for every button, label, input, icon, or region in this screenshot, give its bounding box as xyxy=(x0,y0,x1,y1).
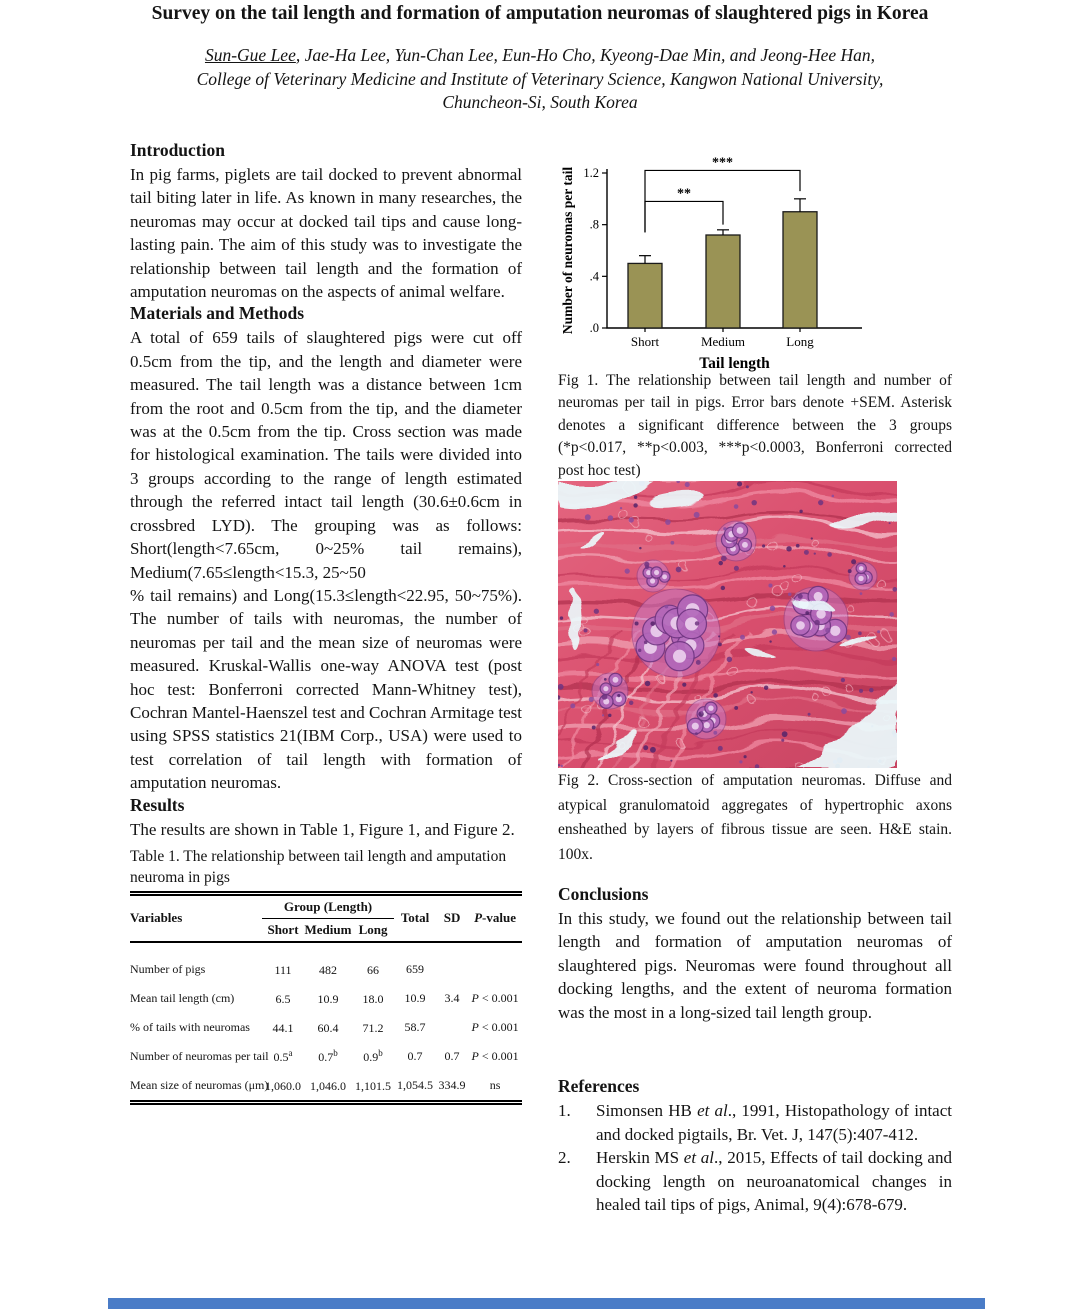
reference-item xyxy=(558,1099,952,1146)
right-column xyxy=(558,140,952,1309)
table-row xyxy=(130,1071,522,1103)
cell: 1,054.5 xyxy=(397,1077,434,1092)
col-pvalue xyxy=(468,893,522,942)
conclusions-text: In this study, we found out the relationship between tail length and formation of amputation neuromas of slaughtered pigs. Neuromas were found throughout all docking lengths, and the extent of neuroma formation was the most in a long-sized tail length group. xyxy=(558,909,952,1022)
table-1-header xyxy=(130,893,522,942)
figure-1-bar-chart xyxy=(558,140,952,377)
cell: 44.1 xyxy=(272,1020,294,1035)
introduction-heading: Introduction xyxy=(130,140,225,160)
materials-text-part2: % tail remains) and Long(15.3≤length<22.95, 50~75%). The number of tails with neuromas, the number of neuromas per tail and the mean size of neuromas were measured. Kruskal-Wallis one-way ANOVA test (post hoc test: Bonferroni corrected Mann-Whitney test), Cochran Mantel-Haenszel test and Cochran Armitage test using SPSS statistics 21(IBM Corp., USA) were used to test correlation of tail length with formation of amputation neuromas. xyxy=(130,585,522,793)
cell: 482 xyxy=(319,962,337,977)
page-title: Survey on the tail length and formation of amputation neuromas of slaughtered pigs in Korea xyxy=(151,3,929,24)
svg-text:Medium: Medium xyxy=(700,334,746,349)
cell: 18.0 xyxy=(362,991,384,1006)
svg-text:Long: Long xyxy=(786,334,814,349)
cell: 111 xyxy=(274,962,292,977)
cell: 71.2 xyxy=(362,1020,384,1035)
cell: 659 xyxy=(406,961,425,976)
row-label: Mean size of neuromas (μm) xyxy=(130,1077,269,1092)
references-section xyxy=(558,1076,952,1217)
figure-2-caption: Fig 2. Cross-section of amputation neuromas. Diffuse and atypical granulomatoid aggregates of hypertrophic axons ensheathed by layers of fibrous tissue are seen. H&E stain. 100x. xyxy=(558,772,952,863)
cell: 1,046.0 xyxy=(310,1078,346,1093)
svg-text:.4: .4 xyxy=(589,269,599,284)
cell: 3.4 xyxy=(444,990,460,1005)
conclusions-section xyxy=(558,884,952,1024)
results-text: The results are shown in Table 1, Figure 1, and Figure 2. xyxy=(130,819,515,839)
svg-text:1.2: 1.2 xyxy=(583,166,599,180)
cell xyxy=(436,942,468,984)
figure-1-caption: Fig 1. The relationship between tail length and number of neuromas per tail in pigs. Error bars denote +SEM. Asterisk denotes a significant difference between the 3 groups (*p<0.017, **p<0.003, ***p<0.0003, Bonferroni corrected post hoc test) xyxy=(558,372,952,479)
svg-text:***: *** xyxy=(712,155,733,171)
cell: 0.7 xyxy=(444,1048,460,1063)
cell: P < 0.001 xyxy=(471,1019,519,1034)
col-medium: Medium xyxy=(304,918,352,942)
cell: 58.7 xyxy=(404,1019,426,1034)
materials-text xyxy=(130,326,522,794)
affiliation-line-2: Chuncheon-Si, South Korea xyxy=(442,92,638,112)
histology-image-svg xyxy=(558,481,897,768)
svg-text:Tail length: Tail length xyxy=(699,355,770,372)
cell: 66 xyxy=(367,962,380,977)
table-row xyxy=(130,1042,522,1071)
cell: 10.9 xyxy=(317,991,339,1006)
col-long: Long xyxy=(352,918,394,942)
reference-number: 1. xyxy=(558,1101,571,1120)
figure-2-histology-image xyxy=(558,481,897,768)
table1-caption: Table 1. The relationship between tail length and amputation neuroma in pigs xyxy=(130,847,507,887)
row-label: % of tails with neuromas xyxy=(130,1019,250,1034)
cell: 334.9 xyxy=(438,1077,466,1092)
authors-block xyxy=(0,44,1080,115)
reference-item xyxy=(558,1146,952,1217)
reference-text: Simonsen HB et al., 1991, Histopathology of intact and docked pigtails, Br. Vet. J, 147(5):407-412. xyxy=(596,1101,952,1144)
table-row xyxy=(130,1013,522,1042)
col-group-length: Group (Length) xyxy=(262,893,394,918)
cell: 1,060.0 xyxy=(265,1078,301,1093)
row-label: Number of neuromas per tail xyxy=(130,1048,269,1063)
cell: P < 0.001 xyxy=(471,1048,519,1063)
col-total: Total xyxy=(394,893,436,942)
reference-text: Herskin MS et al., 2015, Effects of tail docking and docking length on neuroanatomical changes in healed tail tips of pigs, Animal, 9(4):678-679. xyxy=(596,1148,952,1214)
pvalue-p: P xyxy=(474,910,483,926)
cell: 6.5 xyxy=(275,991,291,1006)
author-line xyxy=(0,44,1080,68)
col-short: Short xyxy=(262,918,304,942)
cell xyxy=(468,942,522,984)
left-column xyxy=(130,140,522,1105)
affiliation-line-1: College of Veterinary Medicine and Institute of Veterinary Science, Kangwon National University, xyxy=(196,68,884,89)
table-row xyxy=(130,942,522,984)
cell: P < 0.001 xyxy=(471,990,519,1005)
row-label: Number of pigs xyxy=(130,961,206,976)
table-1 xyxy=(130,891,522,1105)
svg-text:**: ** xyxy=(677,186,691,202)
svg-text:Number of neuromas per tail: Number of neuromas per tail xyxy=(560,166,575,335)
cell xyxy=(436,1013,468,1042)
cell: 0.7 xyxy=(407,1048,423,1063)
cell: 0.5$^a$ xyxy=(273,1047,293,1064)
svg-text:Short: Short xyxy=(630,334,660,349)
cell: 0.7$^b$ xyxy=(318,1047,338,1064)
conclusions-heading: Conclusions xyxy=(558,884,649,904)
svg-text:.0: .0 xyxy=(589,321,599,335)
cell: ns xyxy=(489,1077,501,1092)
col-sd: SD xyxy=(436,893,468,942)
table-row xyxy=(130,984,522,1013)
reference-number: 2. xyxy=(558,1148,571,1167)
cell: 0.9$^b$ xyxy=(363,1047,383,1064)
materials-text-part1: A total of 659 tails of slaughtered pigs were cut off 0.5cm from the tip, and the length and diameter were measured. The tail length was a distance between 1cm from the root and 0.5cm from the tip, and the diameter was at the 0.5cm from the tip. Cross section was made for histological examination. The tails were divided into 3 groups according to the range of length estimated through the referred intact tail length (30.6±0.6cm in crossbred LYD). The grouping was as follows: Short(length<7.65cm, 0~25% tail remains), Medium(7.65≤length<15.3, 25~50 xyxy=(130,328,522,582)
cell: 10.9 xyxy=(404,990,426,1005)
first-author: Sun-Gue Lee xyxy=(204,45,296,65)
svg-text:.8: .8 xyxy=(589,217,599,232)
cell: 60.4 xyxy=(317,1020,339,1035)
bar-chart-svg xyxy=(558,140,952,372)
pvalue-rest: -value xyxy=(482,910,516,926)
col-variables: Variables xyxy=(130,893,262,942)
results-heading: Results xyxy=(130,794,185,815)
footer-bar xyxy=(108,1298,985,1309)
author-line-rest: , Jae-Ha Lee, Yun-Chan Lee, Eun-Ho Cho, Kyeong-Dae Min, and Jeong-Hee Han, xyxy=(295,45,876,65)
references-heading: References xyxy=(558,1076,640,1096)
cell: 1,101.5 xyxy=(355,1078,392,1093)
materials-heading: Materials and Methods xyxy=(130,303,305,324)
row-label: Mean tail length (cm) xyxy=(130,990,235,1005)
introduction-text: In pig farms, piglets are tail docked to prevent abnormal tail biting later in life. As known in many researches, the neuromas may occur at docked tail tips and cause long-lasting pain. The aim of this study was to investigate the relationship between tail length and the formation of amputation neuromas on the aspects of animal welfare. xyxy=(130,165,522,302)
